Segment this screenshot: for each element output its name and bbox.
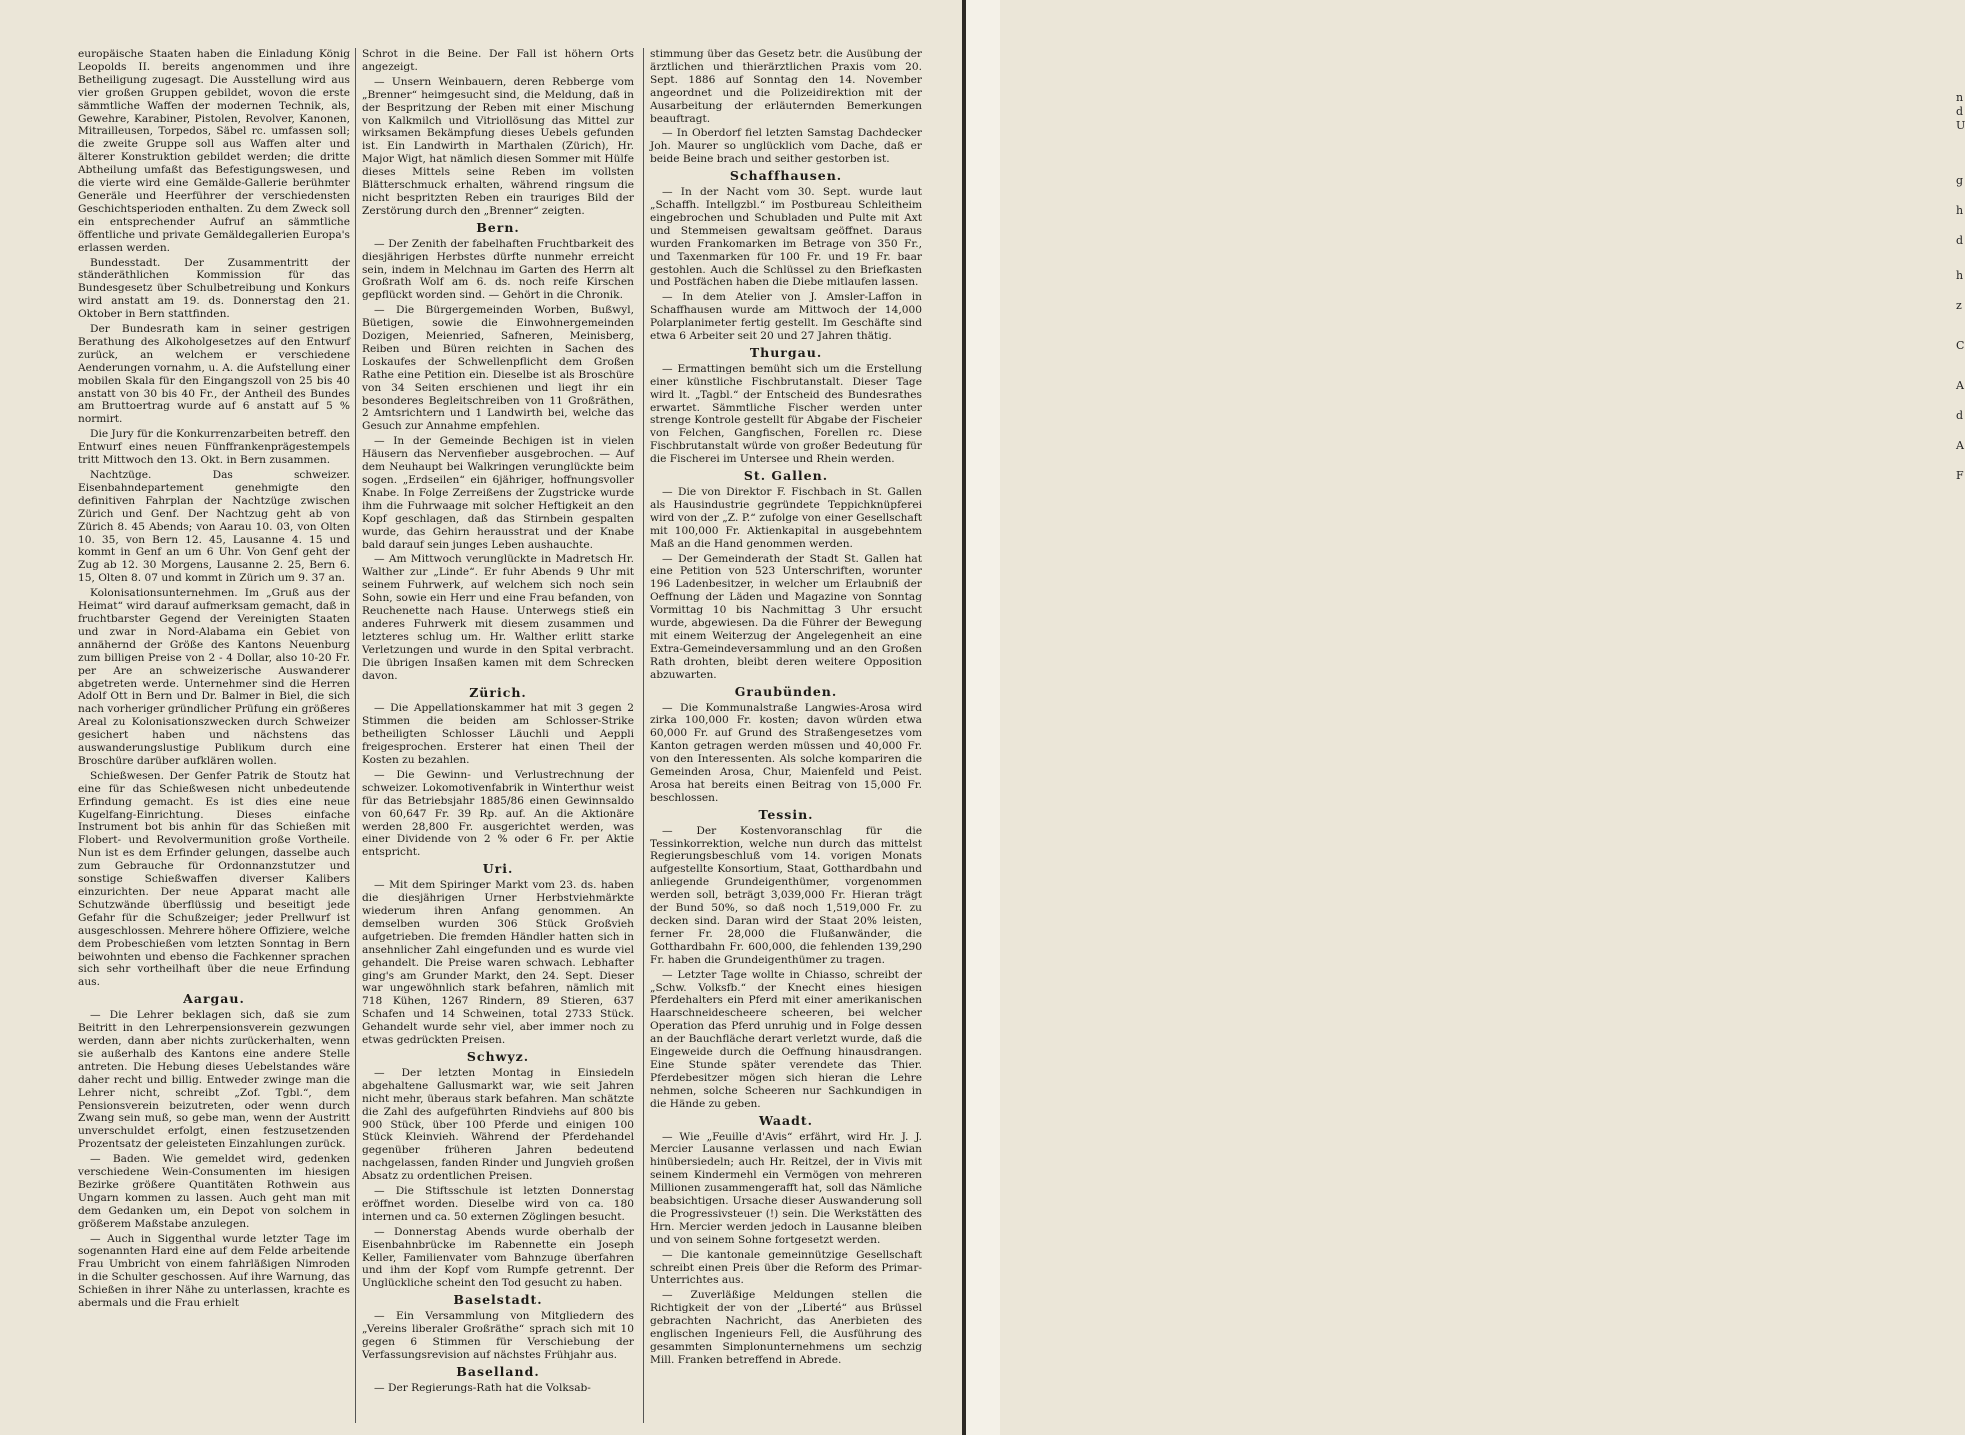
next-page-strip bbox=[966, 0, 1965, 1435]
article-text: Nachtzüge. Das schweizer. Eisenbahndepartement genehmigte den definitiven Fahrplan der Nachtzüge zwischen Zürich und Genf. Der Nachtzug geht ab von Zürich 8. 45 Abends; von Aarau 10. 03, von Olten 10. 35, von Bern 12. 45, Lausanne 4. 15 und kommt in Genf an um 6 Uhr. Von Genf geht der Zug ab 12. 30 Morgens, Lausanne 2. 25, Bern 6. 15, Olten 8. 07 und kommt in Zürich um 9. 37 an. bbox=[78, 469, 350, 585]
article-text: — Baden. Wie gemeldet wird, gedenken verschiedene Wein-Consumenten im hiesigen Bezirke größere Quantitäten Rothwein aus Ungarn kommen zu lassen. Auch geht man mit dem Gedanken um, ein Depot von solchem in größerem Maßstabe anzulegen. bbox=[78, 1153, 350, 1230]
article-text: — In der Gemeinde Bechigen ist in vielen Häusern das Nervenfieber ausgebrochen. — Auf dem Neuhaupt bei Walkringen verunglückte beim sogen. „Erdseilen“ ein 6jähriger, hoffnungsvoller Knabe. In Folge Zerreißens der Zugstricke wurde ihm die Fuhrwaage mit solcher Heftigkeit an den Kopf geschlagen, daß das Stirnbein gespalten wurde, das Gehirn herausstrat und der Knabe bald darauf sein junges Leben aushauchte. bbox=[362, 435, 634, 551]
article-text: Kolonisationsunternehmen. Im „Gruß aus der Heimat“ wird darauf aufmerksam gemacht, daß in fruchtbarster Gegend der Vereinigten Staaten und zwar in Nord-Alabama ein Gebiet von annähernd der Größe des Kantons Neuenburg zum billigen Preise von 2 - 4 Dollar, also 10-20 Fr. per Are an schweizerische Auswanderer abgetreten werde. Unternehmer sind die Herren Adolf Ott in Bern und Dr. Balmer in Biel, die sich nach vorheriger gründlicher Prüfung ein größeres Areal zu Kolonisationszwecken durch Schweizer gesichert haben und nächstens das auswanderungslustige Publikum durch eine Broschüre darüber aufklären wollen. bbox=[78, 587, 350, 767]
article-text: — Die Appellationskammer hat mit 3 gegen 2 Stimmen die beiden am Schlosser-Strike betheiligten Schlosser Läuchli und Aeppli freigesprochen. Ersterer hat einen Theil der Kosten zu bezahlen. bbox=[362, 702, 634, 767]
edge-fragment: d bbox=[1956, 234, 1964, 247]
article-text: — Die kantonale gemeinnützige Gesellschaft schreibt einen Preis über die Reform des Primar-Unterrichtes aus. bbox=[650, 1248, 922, 1287]
article-text: — Letzter Tage wollte in Chiasso, schreibt der „Schw. Volksfb.“ der Knecht eines hiesigen Pferdehalters ein Pferd mit einer amerikanischen Haarschneidescheere scheeren, bei welcher Operation das Pferd unruhig und in Folge dessen an der Bauchfläche derart verletzt wurde, daß die Eingeweide durch die Oeffnung hinausdrangen. Eine Stunde später verendete das Thier. Pferdebesitzer mögen sich hieran die Lehre nehmen, solche Scheeren nur Sachkundigen in die Hände zu geben. bbox=[650, 968, 922, 1110]
article-text: — Am Mittwoch verunglückte in Madretsch Hr. Walther zur „Linde“. Er fuhr Abends 9 Uhr mit seinem Fuhrwerk, auf welchem sich noch sein Sohn, sowie ein Herr und eine Frau befanden, von Reuchenette nach Hause. Unterwegs stieß ein anderes Fuhrwerk mit diesem zusammen und letzteres schlug um. Hr. Walther erlitt starke Verletzungen und wurde in den Spital verbracht. Die übrigen Insaßen kamen mit dem Schrecken davon. bbox=[362, 553, 634, 682]
article-text: — Die Kommunalstraße Langwies-Arosa wird zirka 100,000 Fr. kosten; davon würden etwa 60,000 Fr. auf Grund des Straßengesetzes vom Kanton getragen werden müssen und 40,000 Fr. von den Interessenten. Als solche kompariren die Gemeinden Arosa, Chur, Maienfeld und Peist. Arosa hat bereits einen Beitrag von 15,000 Fr. beschlossen. bbox=[650, 701, 922, 804]
article-text: europäische Staaten haben die Einladung König Leopolds II. bereits angenommen und ihre Betheiligung zugesagt. Die Ausstellung wird aus vier großen Gruppen gebildet, wovon die erste sämmtliche Waffen der modernen Technik, als, Gewehre, Karabiner, Pistolen, Revolver, Kanonen, Mitrailleusen, Torpedos, Säbel rc. umfassen soll; die zweite Gruppe soll aus Waffen alter und älterer Konstruktion gebildet werden; die dritte Abtheilung umfaßt das Befestigungswesen, und die vierte wird eine Gemälde-Gallerie berühmter Generäle und Heerführer der verschiedensten Geschichtsperioden enthalten. Zu dem Zweck soll ein entsprechender Aufruf an sämmtliche öffentliche und private Gemäldegallerien Europa's erlassen werden. bbox=[78, 48, 350, 254]
article-text: — Donnerstag Abends wurde oberhalb der Eisenbahnbrücke im Rabennette ein Joseph Keller, Familienvater vom Bahnzuge überfahren und ihm der Kopf vom Rumpfe getrennt. Der Unglückliche scheint den Tod gesucht zu haben. bbox=[362, 1225, 634, 1290]
section-heading: Graubünden. bbox=[734, 683, 838, 699]
article-text: Schrot in die Beine. Der Fall ist höhern Orts angezeigt. bbox=[362, 48, 634, 73]
article-text: — Der Kostenvoranschlag für die Tessinkorrektion, welche nun durch das mittelst Regierungsbeschluß vom 14. vorigen Monats aufgestellte Konsortium, Staat, Gotthardbahn und anliegende Grundeigenthümer, vorgenommen werden soll, beträgt 3,039,000 Fr. Hieran trägt der Bund 50%, so daß noch 1,519,000 Fr. zu decken sind. Daran wird der Staat 20% leisten, ferner Fr. 28,000 die Flußanwänder, die Gotthardbahn Fr. 600,000, die fehlenden 139,290 Fr. haben die Grundeigenthümer zu tragen. bbox=[650, 824, 922, 966]
article-text: Die Jury für die Konkurrenzarbeiten betreff. den Entwurf eines neuen Fünffrankenprägestempels tritt Mittwoch den 13. Okt. in Bern zusammen. bbox=[78, 428, 350, 467]
article-text: — Die von Direktor F. Fischbach in St. Gallen als Hausindustrie gegründete Teppichknüpferei wird von der „Z. P.“ zufolge von einer Gesellschaft mit 100,000 Fr. Aktienkapital in ausgebehntem Maß an die Hand genommen werden. bbox=[650, 486, 922, 550]
section-heading: Schaffhausen. bbox=[729, 168, 843, 184]
edge-fragment: h bbox=[1956, 269, 1964, 282]
section-heading: Aargau. bbox=[183, 991, 245, 1007]
article-text: Schießwesen. Der Genfer Patrik de Stoutz hat eine für das Schießwesen nicht unbedeutende Erfindung gemacht. Es ist dies eine neue Kugelfang-Einrichtung. Dieses einfache Instrument bot bis anhin für das Schießen mit Flobert- und Revolvermunition große Vortheile. Nun ist es dem Erfinder gelungen, dasselbe auch zum Gebrauche für Ordonnanzstutzer und sonstige Schießwaffen diverser Kalibers einzurichten. Der neue Apparat macht alle Schutzwände überflüssig und beseitigt jede Gefahr für die Schußzeiger; jeder Prellwurf ist ausgeschlossen. Mehrere höhere Offiziere, welche dem Probeschießen vom letzten Sonntag in Bern beiwohnten und ebenso die Fachkenner sprachen sich sehr vortheilhaft über die neue Erfindung aus. bbox=[78, 769, 350, 989]
edge-fragment: A bbox=[1956, 379, 1964, 392]
section-heading: Thurgau. bbox=[749, 344, 823, 360]
article-text: — In dem Atelier von J. Amsler-Laffon in Schaffhausen wurde am Mittwoch der 14,000 Polarplanimeter fertig gestellt. Im Geschäfte sind etwa 6 Arbeiter seit 20 und 27 Jahren thätig. bbox=[650, 291, 922, 343]
article-text: — Ein Versammlung von Mitgliedern des „Vereins liberaler Großräthe“ sprach sich mit 10 gegen 6 Stimmen für Verschiebung der Verfassungsrevision auf nächstes Frühjahr aus. bbox=[362, 1310, 634, 1361]
edge-fragment: C bbox=[1956, 339, 1965, 352]
column-divider bbox=[643, 48, 644, 1423]
column-left bbox=[78, 48, 350, 1423]
article-text: — Die Lehrer beklagen sich, daß sie zum Beitritt in den Lehrerpensionsverein gezwungen werden, dann aber nichts zurückerhalten, wenn sie außerhalb des Kantons eine andere Stelle antreten. Die Hebung dieses Uebelstandes wäre daher recht und billig. Entweder zwinge man die Lehrer nicht, schreibt „Zof. Tgbl.“, dem Pensionsverein beizutreten, oder wenn durch Zwang sein muß, so gebe man, wenn der Austritt unverschuldet erfolgt, einen festzusetzenden Prozentsatz der geleisteten Einzahlungen zurück. bbox=[78, 1009, 350, 1151]
article-text: — Zuverläßige Meldungen stellen die Richtigkeit der von der „Liberté“ aus Brüssel gebrachten Nachricht, das Anerbieten des englischen Ingenieurs Fell, die Ausführung des gesammten Simplonunternehmens um sechzig Mill. Franken betreffend in Abrede. bbox=[650, 1289, 922, 1366]
section-heading: Baselstadt. bbox=[453, 1292, 543, 1308]
article-text: — Auch in Siggenthal wurde letzter Tage im sogenannten Hard eine auf dem Felde arbeitende Frau Umbricht von einem fahrläßigen Nimroden in die Schulter geschossen. Auf ihre Warnung, das Schießen in ihrer Nähe zu unterlassen, krachte es abermals und die Frau erhielt bbox=[78, 1232, 350, 1310]
edge-fragment: d bbox=[1956, 105, 1964, 118]
edge-fragment: n bbox=[1956, 91, 1964, 104]
article-text: — Der Zenith der fabelhaften Fruchtbarkeit des diesjährigen Herbstes dürfte nunmehr erreicht sein, indem in Melchnau im Garten des Herrn alt Großrath Wolf am 6. ds. noch reife Kirschen gepflückt worden sind. — Gehört in die Chronik. bbox=[362, 237, 634, 302]
edge-fragment: h bbox=[1956, 204, 1964, 217]
article-text: — Die Gewinn- und Verlustrechnung der schweizer. Lokomotivenfabrik in Winterthur weist für das Betriebsjahr 1885/86 einen Gewinnsaldo von 60,647 Fr. 39 Rp. auf. An die Aktionäre werden 28,800 Fr. ausgerichtet werden, was einer Dividende von 2 % oder 6 Fr. per Aktie entspricht. bbox=[362, 768, 634, 859]
article-text: — Der Gemeinderath der Stadt St. Gallen hat eine Petition von 523 Unterschriften, worunter 196 Ladenbesitzer, in welcher um Erlaubniß der Oeffnung der Läden und Magazine von Sonntag Vormittag 10 bis Nachmittag 3 Uhr ersucht wurde, abgewiesen. Da die Führer der Bewegung mit einem Weiterzug der Angelegenheit an eine Extra-Gemeindeversammlung und an den Großen Rath drohten, bleibt deren weitere Opposition abzuwarten. bbox=[650, 552, 922, 681]
column-divider bbox=[355, 48, 356, 1423]
article-text: Der Bundesrath kam in seiner gestrigen Berathung des Alkoholgesetzes auf den Entwurf zurück, an welchem er verschiedene Aenderungen vornahm, u. A. die Aufstellung einer mobilen Skala für den Eingangszoll von 25 bis 40 anstatt von 30 bis 40 Fr., der Antheil des Bundes am Bruttoertrag wurde auf 6 anstatt auf 5 % normirt. bbox=[78, 323, 350, 426]
article-text: — Die Stiftsschule ist letzten Donnerstag eröffnet worden. Dieselbe wird von ca. 180 internen und ca. 50 externen Zöglingen besucht. bbox=[362, 1185, 634, 1223]
edge-fragment: U bbox=[1956, 119, 1965, 132]
edge-fragment: F bbox=[1956, 469, 1964, 482]
article-text: Bundesstadt. Der Zusammentritt der ständeräthlichen Kommission für das Bundesgesetz über Schulbetreibung und Konkurs wird anstatt am 19. ds. Donnerstag den 21. Oktober in Bern stattfinden. bbox=[78, 256, 350, 321]
column-right bbox=[650, 48, 922, 1423]
article-text: — Wie „Feuille d'Avis“ erfährt, wird Hr. J. J. Mercier Lausanne verlassen und nach Ewian hinübersiedeln; auch Hr. Reitzel, der in Vivis mit seinem Kindermehl ein Vermögen von mehreren Millionen zusammengerafft hat, soll das Nämliche beabsichtigen. Ursache dieser Auswanderung soll die Progressivsteuer (!) sein. Die Werkstätten des Hrn. Mercier werden jedoch in Lausanne bleiben und von seinem Sohne fortgesetzt werden. bbox=[650, 1130, 922, 1246]
article-text: — Die Bürgergemeinden Worben, Bußwyl, Büetigen, sowie die Einwohnergemeinden Dozigen, Meienried, Safneren, Meinisberg, Reiben und Büren reichten in Sachen des Loskaufes der Schwellenpflicht dem Großen Rathe eine Petition ein. Dieselbe ist als Broschüre von 34 Seiten erschienen und liegt ihr ein besonderes Begleitschreiben von 11 Großräthen, 2 Amtsrichtern und 1 Landwirth bei, welche das Gesuch zur Annahme empfehlen. bbox=[362, 304, 634, 433]
section-heading: Zürich. bbox=[469, 684, 527, 700]
section-heading: Waadt. bbox=[758, 1112, 814, 1128]
article-text: — Der Regierungs-Rath hat die Volksab- bbox=[374, 1381, 591, 1394]
section-heading: Bern. bbox=[476, 219, 520, 235]
section-heading: Uri. bbox=[482, 861, 514, 877]
article-text: — Ermattingen bemüht sich um die Erstellung einer künstliche Fischbrutanstalt. Dieser Tage wird lt. „Tagbl.“ der Entscheid des Bundesrathes erwartet. Sämmtliche Fischer werden unter strenge Kontrole gestellt für Abgabe der Fischeier von Felchen, Gangfischen, Forellen rc. Diese Fischbrutanstalt würde von großer Bedeutung für die Fischerei im Untersee und Rhein werden. bbox=[650, 362, 922, 466]
article-text: — In der Nacht vom 30. Sept. wurde laut „Schaffh. Intellgzbl.“ im Postbureau Schleitheim eingebrochen und Schubladen und Pulte mit Axt und Stemmeisen gewaltsam geöffnet. Daraus wurden Frankomarken im Betrage von 350 Fr., und Taxenmarken für 100 Fr. und 19 Fr. baar gestohlen. Auch die Schlüssel zu den Briefkasten und Postfächen haben die Diebe mitlaufen lassen. bbox=[650, 186, 922, 289]
column-middle bbox=[362, 48, 634, 1423]
edge-fragment: A bbox=[1956, 439, 1964, 452]
edge-fragment: d bbox=[1956, 409, 1964, 422]
section-heading: Baselland. bbox=[456, 1363, 540, 1379]
article-text: — In Oberdorf fiel letzten Samstag Dachdecker Joh. Maurer so unglücklich vom Dache, daß er beide Beine brach und seither gestorben ist. bbox=[650, 127, 922, 166]
article-text: — Unsern Weinbauern, deren Rebberge vom „Brenner“ heimgesucht sind, die Meldung, daß in der Bespritzung der Reben mit einer Mischung von Kalkmilch und Vitriollösung das Mittel zur wirksamen Bekämpfung dieses Uebels gefunden ist. Ein Landwirth in Marthalen (Zürich), Hr. Major Wigt, hat nämlich diesen Sommer mit Hülfe dieses Mittels seine Reben im vollsten Blätterschmuck erhalten, während ringsum die nicht bespritzten Reben ein trauriges Bild der Zerstörung durch den „Brenner“ zeigten. bbox=[362, 75, 634, 217]
article-text: — Mit dem Spiringer Markt vom 23. ds. haben die diesjährigen Urner Herbstviehmärkte wiederum ihren Anfang genommen. An demselben wurden 306 Stück Großvieh aufgetrieben. Die fremden Händler hatten sich in ansehnlicher Zahl eingefunden und es wurde viel gehandelt. Die Preise waren schwach. Lebhafter ging's am Grunder Markt, den 24. Sept. Dieser war ungewöhnlich stark befahren, nämlich mit 718 Kühen, 1267 Rindern, 89 Stieren, 637 Schafen und 14 Schweinen, total 2733 Stück. Gehandelt wurde sehr viel, aber immer noch zu etwas gedrückten Preisen. bbox=[362, 879, 634, 1047]
edge-fragment: g bbox=[1956, 174, 1964, 187]
article-text: stimmung über das Gesetz betr. die Ausübung der ärztlichen und thierärztlichen Praxis vom 20. Sept. 1886 auf Sonntag den 14. November angeordnet und die Polizeidirektion mit der Ausarbeitung der erläuternden Bemerkungen beauftragt. bbox=[650, 48, 922, 125]
section-heading: St. Gallen. bbox=[743, 468, 829, 484]
section-heading: Schwyz. bbox=[466, 1048, 530, 1064]
article-text: — Der letzten Montag in Einsiedeln abgehaltene Gallusmarkt war, wie seit Jahren nicht mehr, überaus stark befahren. Man schätzte die Zahl des aufgeführten Rindviehs auf 800 bis 900 Stück, über 100 Pferde und einigen 100 Stück Kleinvieh. Während der Pferdehandel gegenüber früheren Jahren bedeutend nachgelassen, fanden Rinder und Jungvieh großen Absatz zu ordentlichen Preisen. bbox=[362, 1066, 635, 1183]
edge-fragment: z bbox=[1956, 299, 1962, 312]
section-heading: Tessin. bbox=[758, 806, 814, 822]
